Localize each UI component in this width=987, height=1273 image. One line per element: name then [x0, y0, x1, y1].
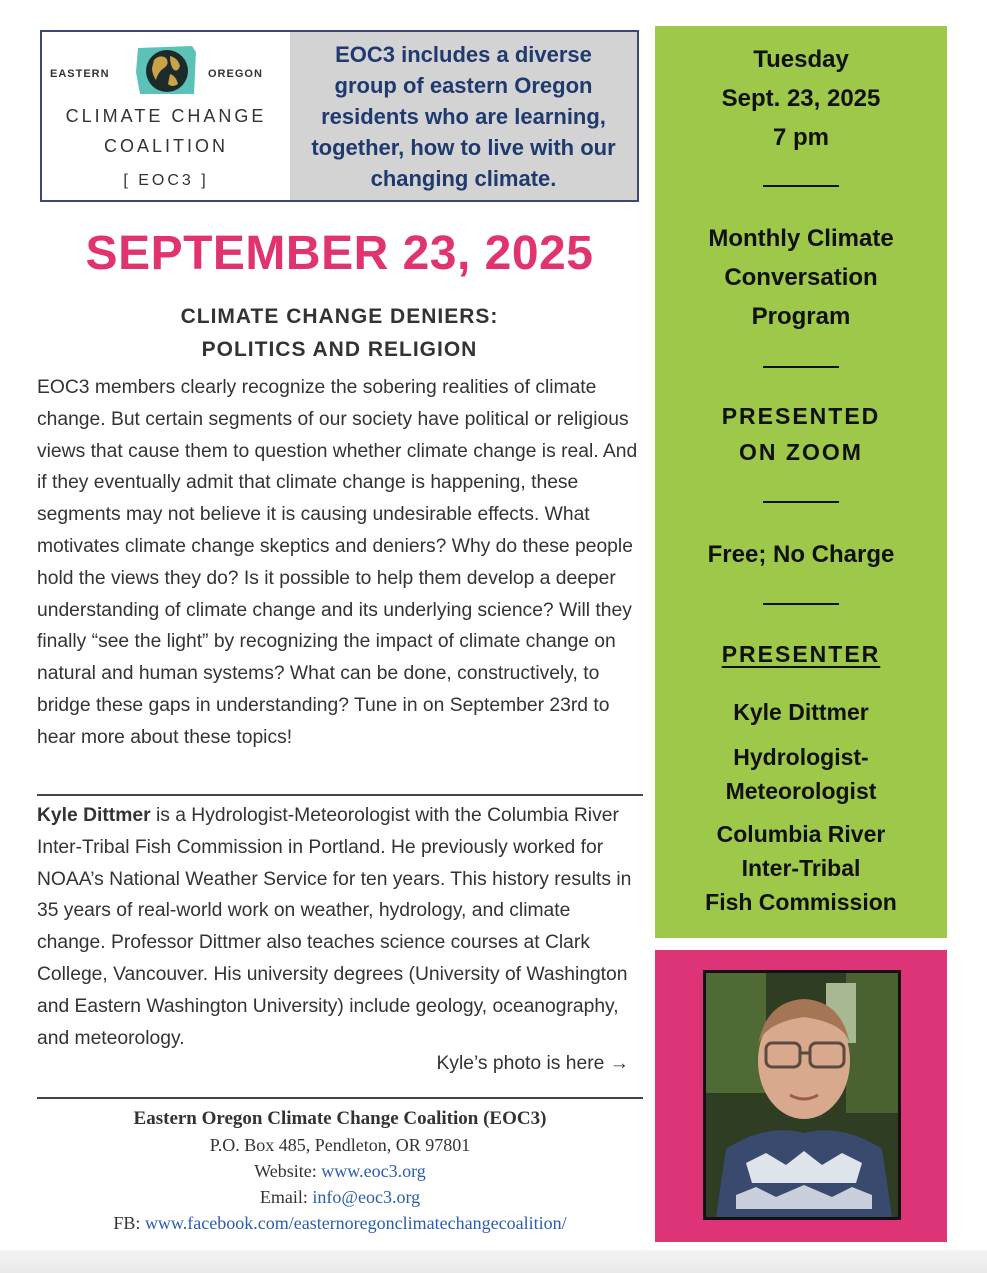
presenter-name: Kyle Dittmer: [733, 699, 869, 725]
zoom-line2: ON ZOOM: [739, 439, 863, 465]
presenter-role-line1: Hydrologist-: [733, 744, 869, 770]
presenter-org-line3: Fish Commission: [705, 889, 897, 915]
divider: [37, 794, 643, 796]
photo-note: Kyle’s photo is here →: [436, 1053, 629, 1074]
panel-divider: [763, 185, 839, 187]
panel-divider: [763, 603, 839, 605]
topic-title: [40, 300, 639, 366]
topic-title-line2: POLITICS AND RELIGION: [201, 338, 478, 361]
bio-text: is a Hydrologist-Meteorologist with the Columbia River Inter-Tribal Fish Commission in Portland. He previously worked for NOAA’s National Weather Service for ten years. This history results in 35 years of real-world work on weather, hydrology, and climate change. Professor Dittmer also teaches science courses at Clark College, Vancouver. His university degrees (University of Washington and Eastern Washington University) include geology, oceanography, and meteorology.: [37, 805, 632, 1049]
bio-name: Kyle Dittmer: [37, 805, 151, 826]
presenter-role-line2: Meteorologist: [725, 778, 877, 804]
footer-fb-label: FB:: [113, 1213, 145, 1233]
oregon-globe-icon: [134, 42, 200, 98]
website-link[interactable]: www.eoc3.org: [321, 1161, 426, 1181]
facebook-link[interactable]: www.facebook.com/easternoregonclimatechangecoalition/: [144, 1213, 567, 1233]
footer-email-label: Email:: [259, 1187, 313, 1207]
presenter-portrait-image: [706, 973, 898, 1217]
panel-divider: [763, 366, 839, 368]
topic-title-line1: CLIMATE CHANGE DENIERS:: [180, 305, 499, 328]
event-time: 7 pm: [772, 124, 829, 151]
footer-email-row: [37, 1184, 643, 1210]
footer-website-row: [37, 1158, 643, 1184]
cost-label: Free; No Charge: [707, 541, 895, 568]
presenter-org-line1: Columbia River: [716, 821, 886, 847]
event-info-panel: [655, 26, 947, 938]
divider: [37, 1097, 643, 1099]
eoc3-logo: [42, 32, 290, 200]
footer-contact: [37, 1106, 643, 1236]
footer-address: P.O. Box 485, Pendleton, OR 97801: [209, 1135, 471, 1155]
logo-line-coalition: COALITION: [103, 136, 228, 156]
photo-panel: [655, 950, 947, 1242]
presenter-heading: [655, 636, 947, 672]
header-box: [40, 30, 639, 202]
event-description: EOC3 members clearly recognize the sobering realities of climate change. But certain segments of our society have political or religious views that cause them to question whether climate change is real. And if they eventually admit that climate change is happening, these segments may not believe it is causing undesirable effects. What motivates climate change skeptics and deniers? Why do these people hold the views they do? Is it possible to help them develop a deeper understanding of climate change and its underlying science? Will they finally “see the light” by recognizing the impact of climate change on natural and human systems? What can be done, constructively, to bridge these gaps in understanding? Tune in on September 23rd to hear more about these topics!: [37, 377, 638, 748]
email-link[interactable]: info@eoc3.org: [312, 1187, 421, 1207]
logo-line-climate-change: CLIMATE CHANGE: [65, 106, 267, 126]
logo-word-oregon: OREGON: [208, 68, 263, 80]
event-date: Sept. 23, 2025: [721, 85, 881, 112]
footer-fb-row: [37, 1210, 643, 1236]
event-day: Tuesday: [753, 46, 849, 73]
program-line3: Program: [751, 303, 851, 330]
program-line1: Monthly Climate: [708, 225, 894, 252]
footer-org-name: Eastern Oregon Climate Change Coalition (EOC3): [133, 1108, 547, 1129]
page-bottom-edge: [0, 1250, 987, 1273]
presenter-heading-text: PRESENTER: [721, 641, 881, 667]
event-date-heading: SEPTEMBER 23, 2025: [85, 227, 594, 280]
logo-word-eastern: EASTERN: [50, 68, 110, 80]
logo-line-eoc3: [ EOC3 ]: [123, 172, 209, 189]
presenter-bio: [37, 800, 642, 1054]
intro-panel: [290, 32, 637, 200]
presenter-photo: [703, 970, 901, 1220]
presenter-org-line2: Inter-Tribal: [741, 855, 861, 881]
program-line2: Conversation: [724, 264, 878, 291]
panel-divider: [763, 501, 839, 503]
intro-text: EOC3 includes a diverse group of eastern Oregon residents who are learning, together, how to live with our changing climate.: [311, 41, 616, 191]
zoom-line1: PRESENTED: [721, 403, 881, 429]
footer-website-label: Website:: [254, 1161, 322, 1181]
